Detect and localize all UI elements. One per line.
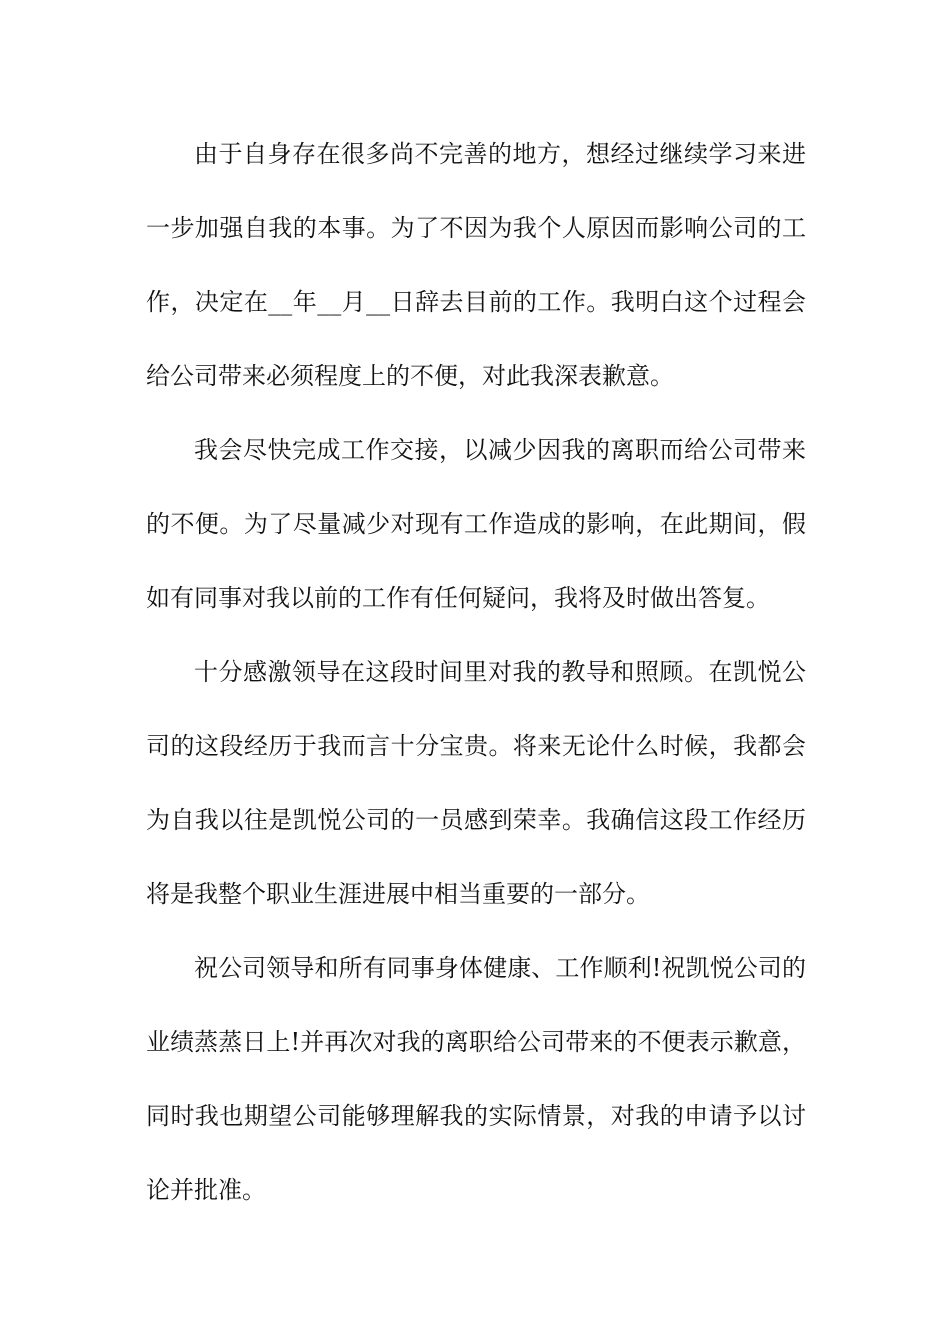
paragraph-1-line-4: 给公司带来必须程度上的不便，对此我深表歉意。 [146, 362, 674, 390]
paragraph-4-line-1: 祝公司领导和所有同事身体健康、工作顺利!祝凯悦公司的 [194, 954, 806, 982]
paragraph-1-line-2: 一步加强自我的本事。为了不因为我个人原因而影响公司的工 [146, 214, 806, 242]
paragraph-4-line-4: 论并批准。 [146, 1176, 266, 1204]
paragraph-1-line-3: 作，决定在__年__月__日辞去目前的工作。我明白这个过程会 [146, 288, 806, 316]
paragraph-4-line-3: 同时我也期望公司能够理解我的实际情景，对我的申请予以讨 [146, 1102, 806, 1130]
paragraph-3-line-3: 为自我以往是凯悦公司的一员感到荣幸。我确信这段工作经历 [146, 806, 806, 834]
paragraph-4-line-2: 业绩蒸蒸日上!并再次对我的离职给公司带来的不便表示歉意， [146, 1028, 806, 1056]
paragraph-2-line-3: 如有同事对我以前的工作有任何疑问，我将及时做出答复。 [146, 584, 770, 612]
paragraph-3-line-1: 十分感激领导在这段时间里对我的教导和照顾。在凯悦公 [194, 658, 806, 686]
paragraph-2-line-1: 我会尽快完成工作交接，以减少因我的离职而给公司带来 [194, 436, 806, 464]
paragraph-3-line-2: 司的这段经历于我而言十分宝贵。将来无论什么时候，我都会 [146, 732, 806, 760]
paragraph-2-line-2: 的不便。为了尽量减少对现有工作造成的影响，在此期间，假 [146, 510, 806, 538]
paragraph-3-line-4: 将是我整个职业生涯进展中相当重要的一部分。 [146, 880, 650, 908]
paragraph-1-line-1: 由于自身存在很多尚不完善的地方，想经过继续学习来进 [194, 140, 806, 168]
